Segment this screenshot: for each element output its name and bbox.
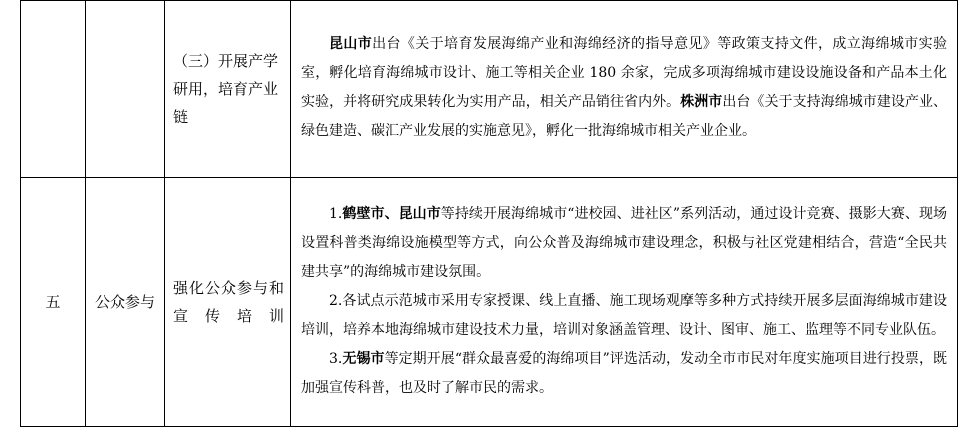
content-paragraph xyxy=(301,287,947,345)
task-label: （三）开展产学研用，培育产业链 xyxy=(173,52,279,126)
category-label: 公众参与 xyxy=(94,293,155,311)
paragraph-text: 等定期开展“群众最喜爱的海绵项目”评选活动，发动全市市民对年度实施项目进行投票，既加强宣传科普，也及时了解市民的需求。 xyxy=(301,350,948,396)
paragraph-text: 2.各试点示范城市采用专家授课、线上直播、施工现场观摩等多种方式持续开展多层面海绵城市建设培训，培养本地海绵城市建设技术力量，培训对象涵盖管理、设计、图审、施工、监理等不同专业队伍。 xyxy=(301,292,947,338)
row-number-cell xyxy=(21,1,86,178)
city-name: 株洲市 xyxy=(680,94,723,110)
row-number: 五 xyxy=(45,293,61,311)
category-cell xyxy=(86,178,165,427)
content-paragraph xyxy=(301,345,947,403)
city-name: 无锡市 xyxy=(342,350,385,367)
content-cell xyxy=(291,1,958,178)
content-paragraph xyxy=(301,30,947,146)
content-paragraph xyxy=(301,200,947,287)
table-row xyxy=(21,178,958,427)
item-number: 3. xyxy=(329,350,343,367)
city-name: 昆山市 xyxy=(329,36,373,52)
paragraph-text: 等持续开展海绵城市“进校园、进社区”系列活动，通过设计竞赛、摄影大赛、现场设置科普类海绵设施模型等方式，向公众普及海绵城市建设理念，积极与社区党建相结合，营造“全民共建共享”的海绵城市建设氛围。 xyxy=(301,205,948,280)
paragraph-text: 出台《关于培育发展海绵产业和海绵经济的指导意见》等政策支持文件，成立海绵城市实验室，孵化培育海绵城市设计、施工等相关企业 180 余家，完成多项海绵城市建设设施设备和产品本土化实验，并将研究成果转化为实用产品，相关产品销往省内外。 xyxy=(301,36,948,110)
city-name: 鹤壁市、昆山市 xyxy=(342,205,441,222)
item-number: 1. xyxy=(329,205,343,222)
task-label: 强化公众参与和宣传培训 xyxy=(173,279,284,325)
task-cell xyxy=(165,1,291,178)
table-row xyxy=(21,1,958,178)
paragraph-text: 出台《关于支持海绵城市建设产业、绿色建造、碳汇产业发展的实施意见》，孵化一批海绵城市相关产业企业。 xyxy=(301,94,948,139)
row-number-cell xyxy=(21,178,86,427)
policy-table xyxy=(20,0,958,427)
content-cell xyxy=(291,178,958,427)
category-cell xyxy=(86,1,165,178)
task-cell xyxy=(165,178,291,427)
